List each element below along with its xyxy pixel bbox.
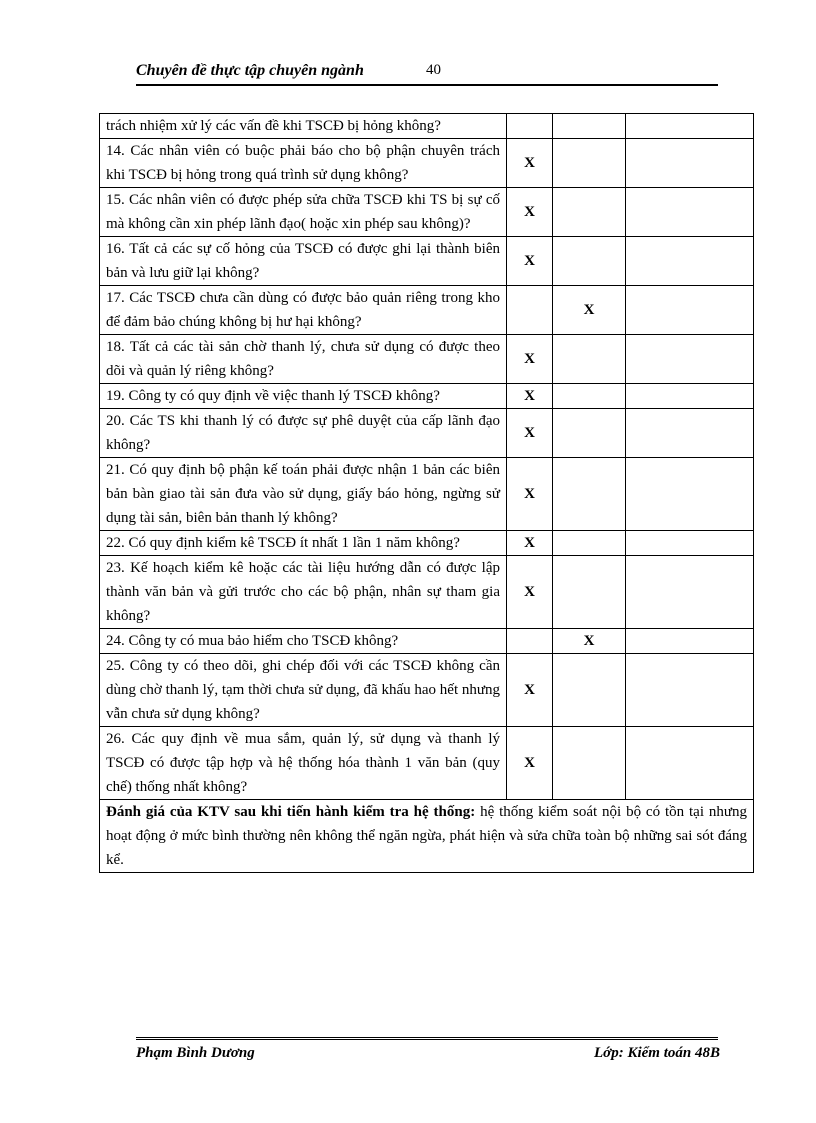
table-row [100,629,754,654]
question-cell: 17. Các TSCĐ chưa cần dùng có được bảo quản riêng trong kho để đảm bảo chúng không bị hư hại không? [100,286,507,335]
yes-cell: X [507,409,553,458]
no-cell [553,237,626,286]
na-cell [626,114,754,139]
header-title: Chuyên đề thực tập chuyên ngành [136,62,364,79]
yes-cell [507,629,553,654]
question-cell: 20. Các TS khi thanh lý có được sự phê duyệt của cấp lãnh đạo không? [100,409,507,458]
table-row [100,409,754,458]
page-header [136,58,718,86]
question-cell: 26. Các quy định về mua sắm, quản lý, sử dụng và thanh lý TSCĐ có được tập hợp và hệ thống hóa thành 1 văn bản (quy chế) thống nhất không? [100,727,507,800]
footer-class: Lớp: Kiểm toán 48B [594,1045,720,1061]
footer-divider [136,1037,718,1040]
checklist-table [99,113,754,873]
page-number: 40 [426,62,441,78]
yes-cell: X [507,384,553,409]
question-cell: 19. Công ty có quy định về việc thanh lý TSCĐ không? [100,384,507,409]
question-cell: 23. Kế hoạch kiểm kê hoặc các tài liệu hướng dẫn có được lập thành văn bản và gửi trước cho các bộ phận, nhân sự tham gia không? [100,556,507,629]
no-cell [553,409,626,458]
yes-cell: X [507,727,553,800]
table-row [100,531,754,556]
yes-cell: X [507,458,553,531]
no-cell [553,384,626,409]
no-cell: X [553,629,626,654]
table-row [100,335,754,384]
na-cell [626,531,754,556]
yes-cell: X [507,188,553,237]
table-row [100,556,754,629]
table-row [100,458,754,531]
na-cell [626,654,754,727]
table-row [100,654,754,727]
question-cell: 16. Tất cả các sự cố hỏng của TSCĐ có được ghi lại thành biên bản và lưu giữ lại không? [100,237,507,286]
yes-cell: X [507,335,553,384]
na-cell [626,139,754,188]
na-cell [626,629,754,654]
table-row [100,384,754,409]
summary-row [100,800,754,873]
no-cell [553,114,626,139]
yes-cell: X [507,654,553,727]
summary-text: hệ thống kiểm soát nội bộ có tồn tại nhưng hoạt động ở mức bình thường nên không thể ngăn ngừa, phát hiện và sửa chữa toàn bộ những sai sót đáng kể. [106,804,747,868]
na-cell [626,237,754,286]
question-cell: 21. Có quy định bộ phận kế toán phải được nhận 1 bản các biên bản bàn giao tài sản đưa vào sử dụng, giấy báo hỏng, ngừng sử dụng tài sản, biên bản thanh lý không? [100,458,507,531]
summary-cell [100,800,754,873]
question-cell: 22. Có quy định kiểm kê TSCĐ ít nhất 1 lần 1 năm không? [100,531,507,556]
na-cell [626,384,754,409]
no-cell [553,556,626,629]
no-cell [553,654,626,727]
na-cell [626,458,754,531]
na-cell [626,556,754,629]
no-cell [553,335,626,384]
question-cell: 25. Công ty có theo dõi, ghi chép đối với các TSCĐ không cần dùng chờ thanh lý, tạm thời chưa sử dụng, đã khấu hao hết nhưng vẫn chưa sử dụng không? [100,654,507,727]
na-cell [626,335,754,384]
table-row [100,727,754,800]
no-cell [553,139,626,188]
summary-label: Đánh giá của KTV sau khi tiến hành kiểm tra hệ thống: [106,804,476,820]
yes-cell [507,114,553,139]
yes-cell: X [507,556,553,629]
yes-cell: X [507,139,553,188]
question-cell: 18. Tất cả các tài sản chờ thanh lý, chưa sử dụng có được theo dõi và quản lý riêng không? [100,335,507,384]
checklist-body [100,114,754,873]
no-cell [553,188,626,237]
no-cell [553,531,626,556]
question-cell: 14. Các nhân viên có buộc phải báo cho bộ phận chuyên trách khi TSCĐ bị hỏng trong quá trình sử dụng không? [100,139,507,188]
no-cell: X [553,286,626,335]
yes-cell: X [507,237,553,286]
no-cell [553,727,626,800]
na-cell [626,409,754,458]
na-cell [626,188,754,237]
table-row [100,188,754,237]
question-cell: trách nhiệm xử lý các vấn đề khi TSCĐ bị hỏng không? [100,114,507,139]
table-row [100,139,754,188]
question-cell: 24. Công ty có mua bảo hiểm cho TSCĐ không? [100,629,507,654]
question-cell: 15. Các nhân viên có được phép sửa chữa TSCĐ khi TS bị sự cố mà không cần xin phép lãnh đạo( hoặc xin phép sau không)? [100,188,507,237]
table-row [100,286,754,335]
table-row [100,114,754,139]
no-cell [553,458,626,531]
table-row [100,237,754,286]
yes-cell [507,286,553,335]
na-cell [626,727,754,800]
yes-cell: X [507,531,553,556]
footer-author: Phạm Bình Dương [136,1045,255,1061]
na-cell [626,286,754,335]
